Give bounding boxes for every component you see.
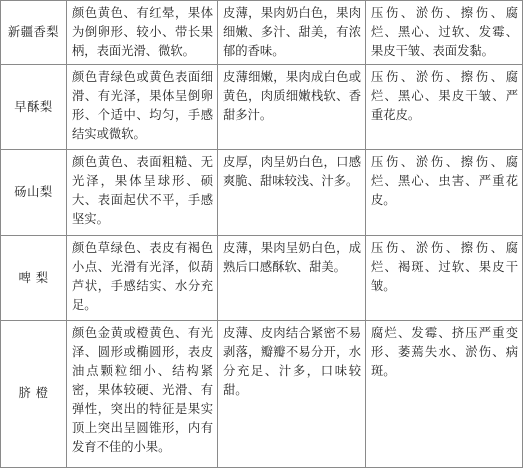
table-row bbox=[1, 320, 523, 467]
fruit-name-cell: 砀山梨 bbox=[1, 150, 67, 236]
taste-cell: 皮厚，肉呈奶白色，口感爽脆、甜味较浅、汁多。 bbox=[218, 150, 366, 236]
table-row bbox=[1, 150, 523, 236]
fruit-name-cell: 早酥梨 bbox=[1, 65, 67, 150]
fruit-name-cell: 脐 橙 bbox=[1, 320, 67, 467]
appearance-cell: 颜色青绿色或黄色表面细滑、有光泽，果体呈倒卵形、个适中、均匀，手感结实或微软。 bbox=[67, 65, 218, 150]
defects-cell: 压伤、淤伤、擦伤、腐烂、黑心、果皮干皱、严重花皮。 bbox=[366, 65, 523, 150]
appearance-cell: 颜色草绿色、表皮有褐色小点、光滑有光泽，似葫芦状，手感结实、水分充足。 bbox=[67, 236, 218, 320]
defects-cell: 压伤、淤伤、擦伤、腐烂、褐斑、过软、果皮干皱。 bbox=[366, 236, 523, 320]
defects-cell: 压伤、淤伤、擦伤、腐烂、黑心、虫害、严重花皮。 bbox=[366, 150, 523, 236]
defects-cell: 腐烂、发霉、挤压严重变形、萎蔫失水、淤伤、病斑。 bbox=[366, 320, 523, 467]
table-row bbox=[1, 236, 523, 320]
fruit-name-cell: 新疆香梨 bbox=[1, 1, 67, 65]
taste-cell: 皮薄、皮肉结合紧密不易剥落，瓣瓣不易分开，水分充足、汁多，口味较甜。 bbox=[218, 320, 366, 467]
fruit-name-cell: 啤 梨 bbox=[1, 236, 67, 320]
appearance-cell: 颜色黄色、表面粗糙、无光泽，果体呈球形、硕大、表面起伏不平，手感坚实。 bbox=[67, 150, 218, 236]
table-row bbox=[1, 65, 523, 150]
taste-cell: 皮薄细嫩，果肉成白色或黄色，肉质细嫩栈软、香甜多汁。 bbox=[218, 65, 366, 150]
defects-cell: 压伤、淤伤、擦伤、腐烂、黑心、过软、发霉、果皮干皱、表面发黏。 bbox=[366, 1, 523, 65]
taste-cell: 皮薄，果肉呈奶白色，成熟后口感酥软、甜美。 bbox=[218, 236, 366, 320]
appearance-cell: 颜色黄色、有红晕，果体为倒卵形、较小、带长果柄，表面光滑、微软。 bbox=[67, 1, 218, 65]
table-row bbox=[1, 1, 523, 65]
appearance-cell: 颜色金黄或橙黄色、有光泽、圆形或椭圆形，表皮油点颗粒细小、结构紧密，果体较硬、光滑、有弹性，突出的特征是果实顶上突出呈圆锥形，内有发育不佳的小果。 bbox=[67, 320, 218, 467]
taste-cell: 皮薄，果肉奶白色，果肉细嫩、多汁、甜美，有浓郁的香味。 bbox=[218, 1, 366, 65]
